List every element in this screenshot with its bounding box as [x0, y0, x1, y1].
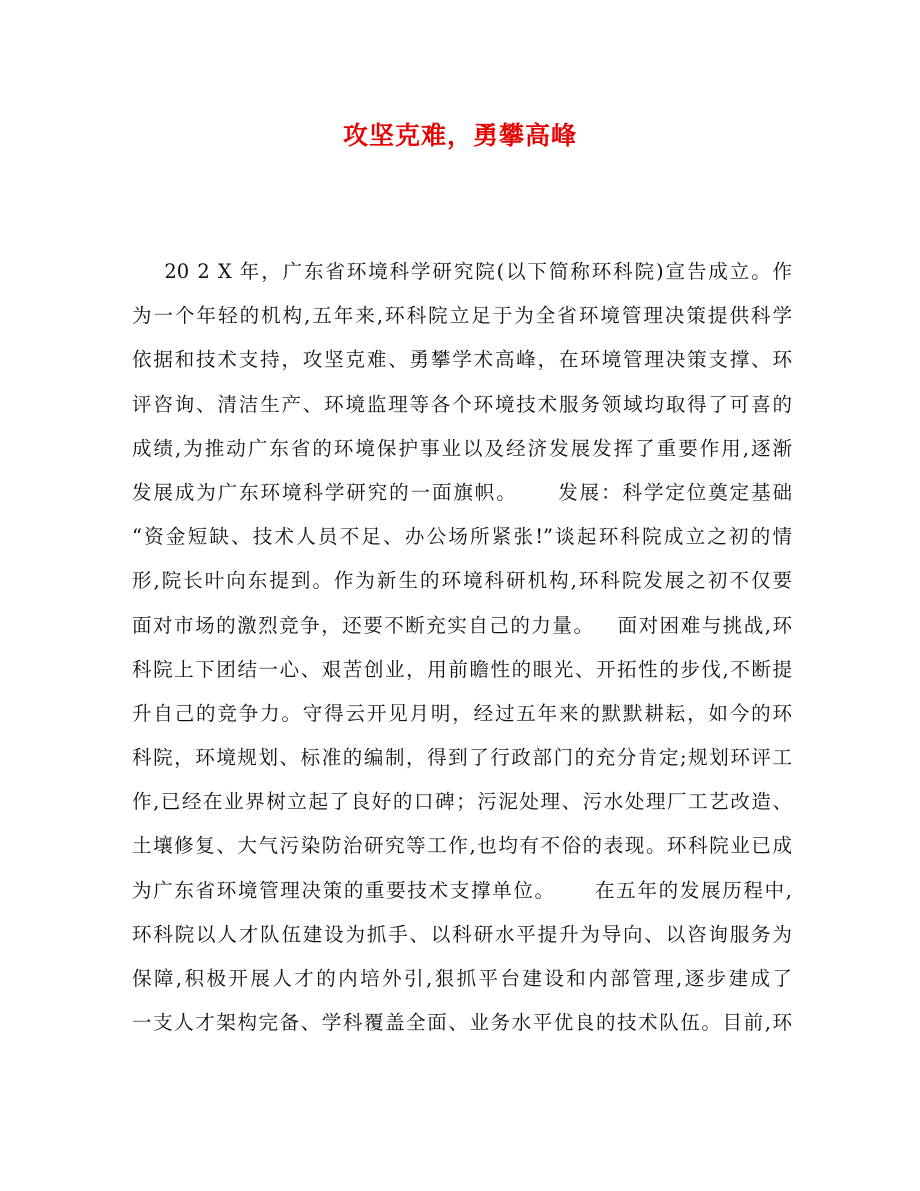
body-line: 评咨询、清洁生产、环境监理等各个环境技术服务领域均取得了可喜的 — [132, 392, 792, 416]
body-line: 发展成为广东环境科学研究的一面旗帜。 发展：科学定位奠定基础 — [132, 480, 792, 504]
body-line: 为一个年轻的机构,五年来,环科院立足于为全省环境管理决策提供科学 — [132, 304, 792, 328]
body-line: 为广东省环境管理决策的重要技术支撑单位。 在五年的发展历程中, — [132, 878, 792, 902]
body-line: 依据和技术支持，攻坚克难、勇攀学术高峰，在环境管理决策支撑、环 — [132, 348, 792, 372]
body-line: 一支人才架构完备、学科覆盖全面、业务水平优良的技术队伍。目前,环 — [132, 1011, 792, 1035]
body-line: 升自己的竞争力。守得云开见月明，经过五年来的默默耕耘，如今的环 — [132, 701, 792, 725]
body-line: 20 2 X 年，广东省环境科学研究院(以下简称环科院)宣告成立。作 — [132, 260, 792, 283]
document-title: 攻坚克难，勇攀高峰 — [342, 121, 577, 150]
body-line: 作,已经在业界树立起了良好的口碑；污泥处理、污水处理厂工艺改造、 — [132, 790, 792, 814]
body-line: “资金短缺、技术人员不足、办公场所紧张!”谈起环科院成立之初的情 — [132, 525, 792, 549]
body-line: 环科院以人才队伍建设为抓手、以科研水平提升为导向、以咨询服务为 — [132, 922, 792, 946]
body-line: 形,院长叶向东提到。作为新生的环境科研机构,环科院发展之初不仅要 — [132, 569, 792, 593]
document-body — [132, 250, 792, 1045]
body-line: 土壤修复、大气污染防治研究等工作,也均有不俗的表现。环科院业已成 — [132, 834, 792, 858]
body-line: 成绩,为推动广东省的环境保护事业以及经济发展发挥了重要作用,逐渐 — [132, 436, 792, 460]
body-line: 保障,积极开展人才的内培外引,狠抓平台建设和内部管理,逐步建成了 — [132, 967, 792, 990]
body-line: 科院上下团结一心、艰苦创业，用前瞻性的眼光、开拓性的步伐,不断提 — [132, 657, 792, 681]
body-line: 面对市场的激烈竞争，还要不断充实自己的力量。 面对困难与挑战,环 — [132, 613, 792, 637]
body-line: 科院，环境规划、标准的编制，得到了行政部门的充分肯定;规划环评工 — [132, 746, 792, 770]
